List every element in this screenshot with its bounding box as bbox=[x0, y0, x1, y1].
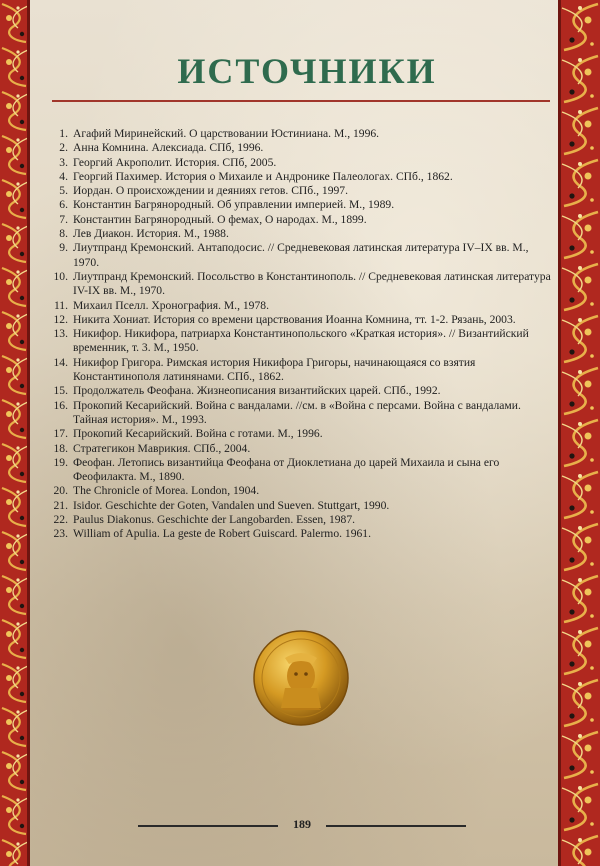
source-number: 3. bbox=[59, 155, 68, 169]
source-text: Прокопий Кесарийский. Война с готами. М., 1996. bbox=[73, 427, 323, 441]
source-number: 21. bbox=[53, 498, 68, 512]
source-item bbox=[48, 427, 553, 441]
source-item bbox=[48, 198, 553, 212]
source-text: Константин Багрянородный. Об управлении империей. М., 1989. bbox=[73, 198, 395, 212]
page-title: ИСТОЧНИКИ bbox=[177, 51, 437, 91]
source-number: 20. bbox=[53, 484, 68, 498]
source-number: 14. bbox=[53, 355, 68, 369]
source-text: Михаил Пселл. Хронография. М., 1978. bbox=[73, 298, 269, 312]
title-divider bbox=[52, 100, 550, 102]
source-number: 2. bbox=[59, 141, 68, 155]
source-number: 8. bbox=[59, 227, 68, 241]
source-item bbox=[48, 484, 553, 498]
source-text: Иордан. О происхождении и деяниях гетов. СПб., 1997. bbox=[73, 184, 348, 198]
source-item bbox=[48, 513, 553, 527]
source-text: Георгий Пахимер. История о Михаиле и Андронике Палеологах. СПб., 1862. bbox=[73, 169, 453, 183]
footer-line-right bbox=[326, 825, 466, 827]
source-item bbox=[48, 356, 553, 385]
source-item bbox=[48, 384, 553, 398]
source-item bbox=[48, 127, 553, 141]
source-number: 10. bbox=[53, 269, 68, 283]
source-item bbox=[48, 527, 553, 541]
source-item bbox=[48, 327, 553, 356]
source-item bbox=[48, 499, 553, 513]
source-number: 7. bbox=[59, 212, 68, 226]
source-text: The Chronicle of Morea. London, 1904. bbox=[73, 484, 260, 498]
source-item bbox=[48, 141, 553, 155]
source-item bbox=[48, 399, 553, 428]
source-item bbox=[48, 270, 553, 299]
gold-coin-image bbox=[251, 628, 351, 728]
page-footer bbox=[138, 817, 466, 835]
source-text: Лиутпранд Кремонский. Антаподосис. // Средневековая латинская литература IV–IX вв. М., 1970. bbox=[73, 241, 529, 269]
source-number: 1. bbox=[59, 127, 68, 140]
source-number: 4. bbox=[59, 169, 68, 183]
source-text: Никифор Григора. Римская история Никифора Григоры, начинающаяся со взятия Константинополя латинянами. СПб., 1862. bbox=[73, 355, 476, 384]
source-number: 19. bbox=[53, 455, 68, 469]
source-item bbox=[48, 456, 553, 485]
source-text: Лиутпранд Кремонский. Посольство в Константинополь. // Средневековая латинская литература IV-IX вв. М., 1970. bbox=[73, 269, 551, 298]
source-text: Лев Диакон. История. М., 1988. bbox=[73, 227, 229, 241]
sources-list bbox=[48, 127, 553, 542]
source-number: 6. bbox=[59, 198, 68, 212]
source-text: Стратегикон Маврикия. СПб., 2004. bbox=[73, 441, 251, 455]
source-item bbox=[48, 184, 553, 198]
source-number: 16. bbox=[53, 398, 68, 412]
right-ornamental-border bbox=[558, 0, 600, 866]
source-text: Paulus Diakonus. Geschichte der Langobarden. Essen, 1987. bbox=[73, 513, 356, 527]
source-item bbox=[48, 241, 553, 270]
source-text: Анна Комнина. Алексиада. СПб, 1996. bbox=[73, 141, 264, 155]
source-text: Никифор. Никифора, патриарха Константинопольского «Краткая история». // Византийский временник, т. 3. М., 1950. bbox=[73, 327, 529, 355]
source-number: 13. bbox=[53, 327, 68, 341]
source-item bbox=[48, 299, 553, 313]
source-text: Агафий Миринейский. О царствовании Юстиниана. М., 1996. bbox=[73, 127, 380, 140]
source-number: 15. bbox=[53, 384, 68, 398]
source-text: Никита Хониат. История со времени царствования Иоанна Комнина, тт. 1-2. Рязань, 2003. bbox=[73, 312, 516, 326]
source-number: 9. bbox=[59, 241, 68, 255]
source-number: 11. bbox=[53, 298, 68, 312]
source-number: 12. bbox=[53, 312, 68, 326]
source-number: 17. bbox=[53, 427, 68, 441]
source-number: 18. bbox=[53, 441, 68, 455]
source-number: 5. bbox=[59, 184, 68, 198]
source-item bbox=[48, 442, 553, 456]
source-text: Прокопий Кесарийский. Война с вандалами. //см. в «Война с персами. Война с вандалами. Тайная история». М., 1993. bbox=[73, 398, 521, 426]
source-item bbox=[48, 170, 553, 184]
source-number: 22. bbox=[53, 513, 68, 527]
source-text: Георгий Акрополит. История. СПб, 2005. bbox=[73, 155, 277, 169]
source-text: William of Apulia. La geste de Robert Guiscard. Palermo. 1961. bbox=[73, 527, 372, 541]
source-item bbox=[48, 227, 553, 241]
left-ornamental-border bbox=[0, 0, 30, 866]
source-item bbox=[48, 313, 553, 327]
source-text: Константин Багрянородный. О фемах, О народах. М., 1899. bbox=[73, 212, 367, 226]
source-item bbox=[48, 156, 553, 170]
source-item bbox=[48, 213, 553, 227]
source-text: Продолжатель Феофана. Жизнеописания византийских царей. СПб., 1992. bbox=[73, 384, 441, 398]
page-number: 189 bbox=[293, 817, 311, 831]
source-text: Isidor. Geschichte der Goten, Vandalen und Sueven. Stuttgart, 1990. bbox=[73, 498, 390, 512]
source-text: Феофан. Летопись византийца Феофана от Диоклетиана до царей Михаила и сына его Феофилакта. М., 1890. bbox=[73, 455, 500, 484]
source-number: 23. bbox=[53, 527, 68, 541]
